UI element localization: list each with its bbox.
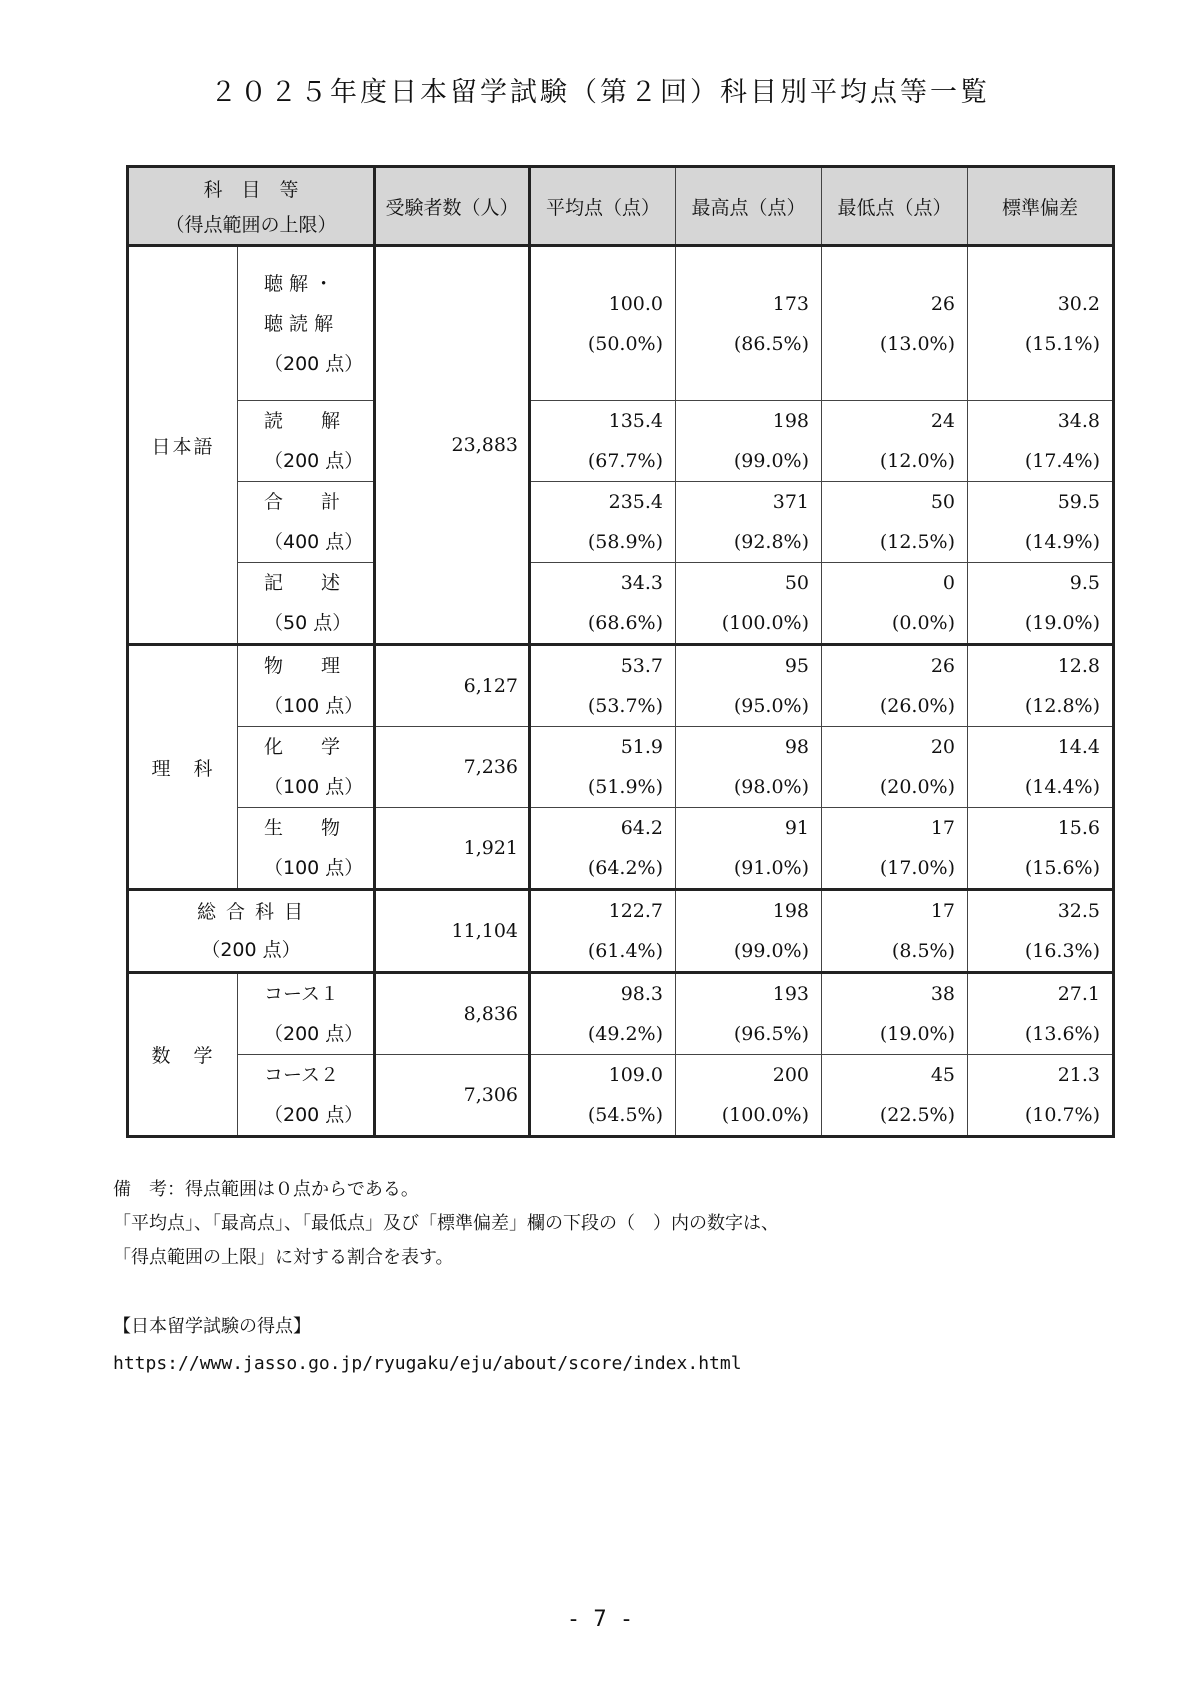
avg-cell: 135.4 (67.7%): [530, 401, 676, 482]
subject-label-general: 総 合 科 目 （200 点）: [128, 890, 375, 973]
avg-cell: 235.4 (58.9%): [530, 482, 676, 563]
sd-cell: 12.8 (12.8%): [968, 645, 1114, 727]
sd-cell: 21.3 (10.7%): [968, 1055, 1114, 1137]
avg-cell: 98.3 (49.2%): [530, 973, 676, 1055]
max-cell: 371 (92.8%): [676, 482, 822, 563]
reference-heading: 【日本留学試験の得点】: [113, 1316, 311, 1337]
sd-cell: 14.4 (14.4%): [968, 727, 1114, 808]
max-cell: 98 (98.0%): [676, 727, 822, 808]
table-row: [128, 246, 1114, 401]
header-min: 最低点（点）: [822, 167, 968, 246]
avg-cell: 51.9 (51.9%): [530, 727, 676, 808]
table-row: [128, 973, 1114, 1055]
subject-label: 読 解 （200 点）: [238, 401, 375, 482]
min-cell: 0 (0.0%): [822, 563, 968, 645]
subject-label: コース２ （200 点）: [238, 1055, 375, 1137]
max-cell: 95 (95.0%): [676, 645, 822, 727]
table-row: [128, 808, 1114, 890]
min-cell: 17 (8.5%): [822, 890, 968, 973]
min-cell: 45 (22.5%): [822, 1055, 968, 1137]
page-number: - 7 -: [566, 1607, 634, 1632]
examinees-cell: 1,921: [375, 808, 530, 890]
subject-label: 化 学 （100 点）: [238, 727, 375, 808]
header-subject-line1: 科 目 等: [203, 179, 299, 201]
sd-cell: 32.5 (16.3%): [968, 890, 1114, 973]
examinees-cell: 6,127: [375, 645, 530, 727]
category-japanese: 日本語: [128, 246, 238, 645]
examinees-cell: 7,236: [375, 727, 530, 808]
header-subject: [128, 167, 375, 246]
min-cell: 17 (17.0%): [822, 808, 968, 890]
header-stddev: 標準偏差: [968, 167, 1114, 246]
sd-cell: 15.6 (15.6%): [968, 808, 1114, 890]
page-title: ２０２５年度日本留学試験（第２回）科目別平均点等一覧: [210, 77, 990, 108]
max-cell: 193 (96.5%): [676, 973, 822, 1055]
max-cell: 50 (100.0%): [676, 563, 822, 645]
category-science: 理 科: [128, 645, 238, 890]
notes: [113, 1173, 779, 1275]
avg-cell: 53.7 (53.7%): [530, 645, 676, 727]
subject-label: 生 物 （100 点）: [238, 808, 375, 890]
examinees-japanese: 23,883: [375, 246, 530, 645]
sd-cell: 9.5 (19.0%): [968, 563, 1114, 645]
header-row: [128, 167, 1114, 246]
examinees-cell: 7,306: [375, 1055, 530, 1137]
score-table: [126, 165, 1115, 1138]
max-cell: 198 (99.0%): [676, 401, 822, 482]
header-examinees: 受験者数（人）: [375, 167, 530, 246]
avg-cell: 100.0 (50.0%): [530, 246, 676, 401]
header-subject-line2: （得点範囲の上限）: [165, 214, 337, 236]
max-cell: 198 (99.0%): [676, 890, 822, 973]
subject-label: 聴 解 ・ 聴 読 解 （200 点）: [238, 246, 375, 401]
min-cell: 24 (12.0%): [822, 401, 968, 482]
max-cell: 200 (100.0%): [676, 1055, 822, 1137]
table-row: [128, 890, 1114, 973]
table-row: [128, 727, 1114, 808]
min-cell: 26 (26.0%): [822, 645, 968, 727]
table-row: [128, 1055, 1114, 1137]
header-max: 最高点（点）: [676, 167, 822, 246]
note-line-3: 「得点範囲の上限」に対する割合を表す。: [113, 1247, 454, 1268]
max-cell: 173 (86.5%): [676, 246, 822, 401]
avg-cell: 109.0 (54.5%): [530, 1055, 676, 1137]
note-line-1: 備 考：得点範囲は０点からである。: [113, 1179, 419, 1200]
avg-cell: 34.3 (68.6%): [530, 563, 676, 645]
min-cell: 38 (19.0%): [822, 973, 968, 1055]
min-cell: 50 (12.5%): [822, 482, 968, 563]
max-cell: 91 (91.0%): [676, 808, 822, 890]
sd-cell: 34.8 (17.4%): [968, 401, 1114, 482]
reference-url[interactable]: https://www.jasso.go.jp/ryugaku/eju/about/score/index.html: [113, 1353, 742, 1374]
subject-label: コース１ （200 点）: [238, 973, 375, 1055]
min-cell: 26 (13.0%): [822, 246, 968, 401]
subject-label: 物 理 （100 点）: [238, 645, 375, 727]
examinees-cell: 8,836: [375, 973, 530, 1055]
header-average: 平均点（点）: [530, 167, 676, 246]
table-row: [128, 482, 1114, 563]
table-row: [128, 401, 1114, 482]
subject-label: 合 計 （400 点）: [238, 482, 375, 563]
sd-cell: 59.5 (14.9%): [968, 482, 1114, 563]
sd-cell: 27.1 (13.6%): [968, 973, 1114, 1055]
note-line-2: 「平均点」、「最高点」、「最低点」及び「標準偏差」欄の下段の（ ）内の数字は、: [113, 1213, 779, 1234]
subject-label: 記 述 （50 点）: [238, 563, 375, 645]
avg-cell: 64.2 (64.2%): [530, 808, 676, 890]
avg-cell: 122.7 (61.4%): [530, 890, 676, 973]
min-cell: 20 (20.0%): [822, 727, 968, 808]
examinees-cell: 11,104: [375, 890, 530, 973]
category-math: 数 学: [128, 973, 238, 1137]
table-row: [128, 645, 1114, 727]
table-row: [128, 563, 1114, 645]
sd-cell: 30.2 (15.1%): [968, 246, 1114, 401]
